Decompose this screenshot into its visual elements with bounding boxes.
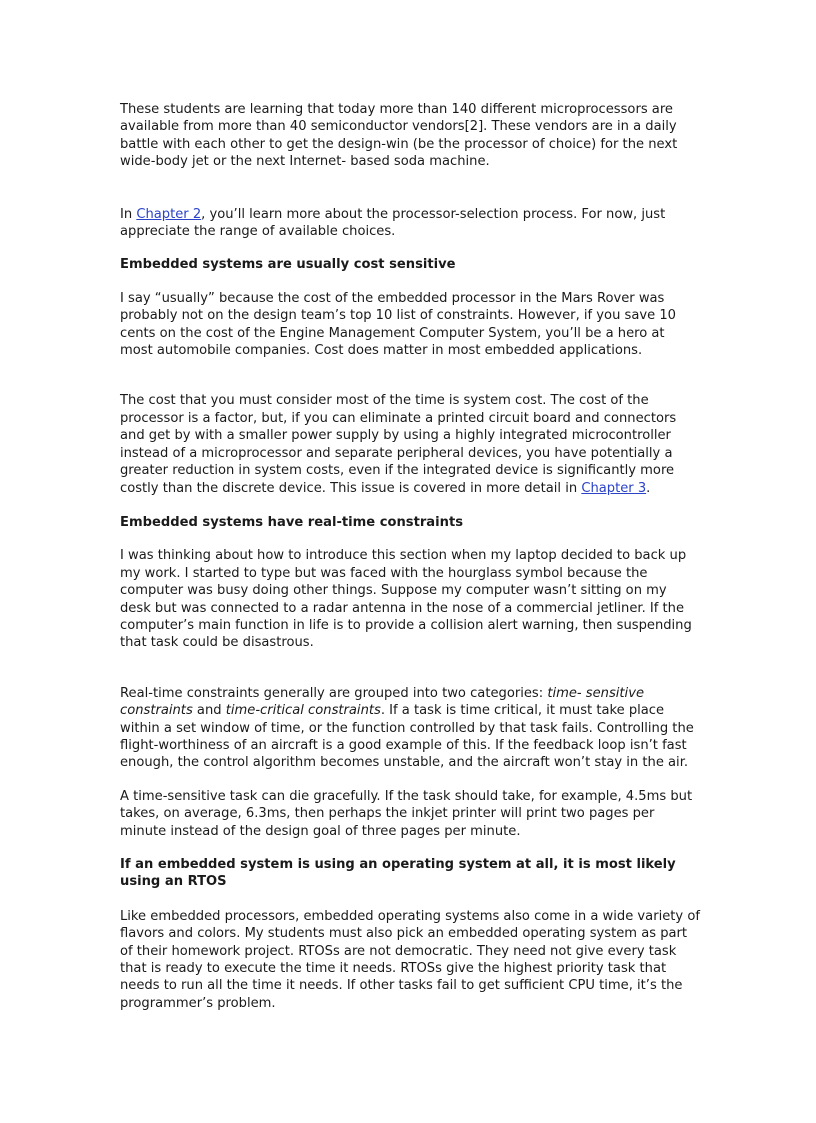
paragraph-time-sensitive-task: A time-sensitive task can die gracefully. If the task should take, for example, 4.5ms but takes, on average, 6.3ms, then perhaps the inkjet printer will print two pages per minute instead of the design goal of three pages per minute. xyxy=(120,788,693,839)
chapter-2-link[interactable]: Chapter 2 xyxy=(136,206,202,222)
paragraph-mars-rover: I say “usually” because the cost of the embedded processor in the Mars Rover was probably not on the design team’s top 10 list of constraints. However, if you save 10 cents on the cost of the Engine Management Computer System, you’ll be a hero at most automobile companies. Cost does matter in most embedded applications. xyxy=(120,290,676,359)
heading-rtos: If an embedded system is using an operating system at all, it is most likely using an RTOS xyxy=(120,857,676,890)
paragraph-constraint-categories xyxy=(120,685,700,772)
emphasis-time-sensitive: time- sensitive constraints xyxy=(120,685,644,719)
text-run: . xyxy=(646,480,651,496)
paragraph-laptop-backup: I was thinking about how to introduce this section when my laptop decided to back up my work. I started to type but was faced with the hourglass symbol because the computer was busy doing other things. Suppose my computer wasn’t sitting on my desk but was connected to a radar antenna in the nose of a commercial jetliner. If the computer’s main function in life is to provide a collision alert warning, then suspending that task could be disastrous. xyxy=(120,548,692,651)
text-run: , you’ll learn more about the processor-selection process. For now, just appreciate the range of available choices. xyxy=(120,206,666,240)
text-run: The cost that you must consider most of the time is system cost. The cost of the processor is a factor, but, if you can eliminate a printed circuit board and connectors and get by with a smaller power supply by using a highly integrated microcontroller instead of a microprocessor and separate peripheral devices, you have potentially a greater reduction in system costs, even if the integrated device is significantly more costly than the discrete device. This issue is covered in more detail in xyxy=(120,393,677,496)
emphasis-time-critical: time-critical constraints xyxy=(225,703,381,719)
paragraph-processor-selection xyxy=(120,206,700,241)
chapter-3-link[interactable]: Chapter 3 xyxy=(581,480,647,496)
text-run: Real-time constraints generally are grouped into two categories: xyxy=(120,685,548,701)
text-run: . If a task is time critical, it must take place within a set window of time, or the function controlled by that task fails. Controlling the flight-worthiness of an aircraft is a good example of this. If the feedback loop isn’t fast enough, the control algorithm becomes unstable, and the aircraft won’t stay in the air. xyxy=(120,703,694,771)
document-page xyxy=(120,101,700,1012)
paragraph-system-cost xyxy=(120,392,700,496)
text-run: In xyxy=(120,206,137,222)
text-run: and xyxy=(192,703,226,719)
paragraph-embedded-os: Like embedded processors, embedded operating systems also come in a wide variety of flavors and colors. My students must also pick an embedded operating system as part of their homework project. RTOSs are not democratic. They need not give every task that is ready to execute the time it needs. RTOSs give the highest priority task that needs to run all the time it needs. If other tasks fail to get sufficient CPU time, it’s the programmer’s problem. xyxy=(120,908,700,1011)
heading-real-time-constraints: Embedded systems have real-time constraints xyxy=(120,514,464,530)
heading-cost-sensitive: Embedded systems are usually cost sensitive xyxy=(120,257,456,273)
paragraph-microprocessor-vendors: These students are learning that today more than 140 different microprocessors are available from more than 40 semiconductor vendors[2]. These vendors are in a daily battle with each other to get the design-win (be the processor of choice) for the next wide-body jet or the next Internet- based soda machine. xyxy=(120,102,678,170)
